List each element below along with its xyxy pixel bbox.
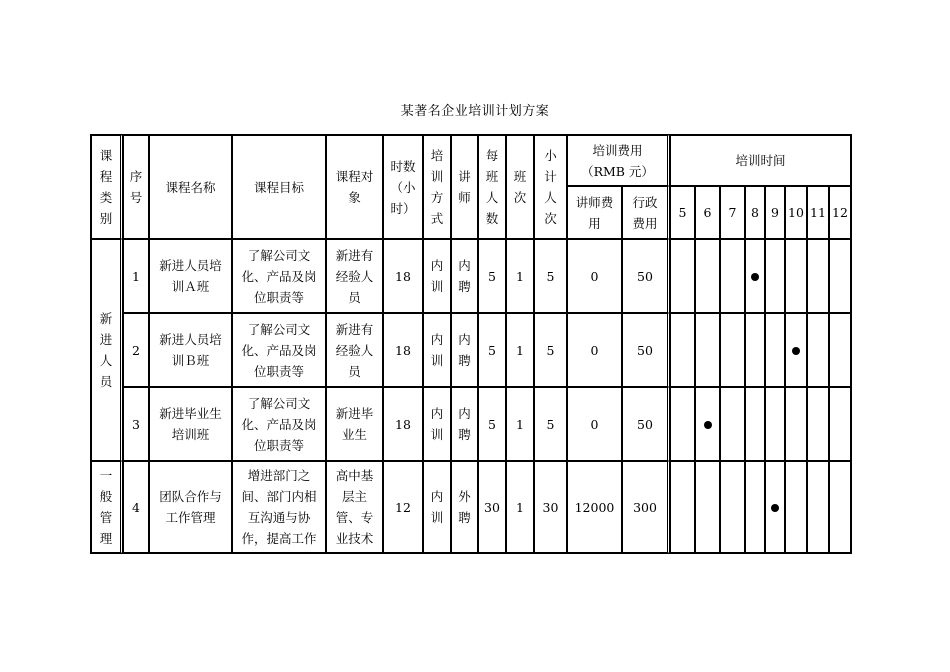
header-month: 9 [765, 186, 785, 239]
course-goal-cell: 了解公司文 化、产品及岗 位职责等 [232, 387, 326, 461]
header-month: 6 [695, 186, 720, 239]
month-cell-8 [745, 313, 765, 387]
total-cell: 5 [534, 387, 567, 461]
header-hours: 时数 （小 时） [383, 135, 423, 239]
cost-lecturer-cell: 12000 [567, 461, 622, 553]
month-cell-7 [720, 239, 745, 313]
table-row [91, 387, 851, 461]
header-cost: 培训费用 （RMB 元） [567, 135, 670, 186]
course-name-cell: 新进毕业生 培训班 [149, 387, 232, 461]
per-class-cell: 5 [478, 239, 506, 313]
category-cell: 新 进 人 员 [91, 239, 123, 461]
header-cost-admin: 行政 费用 [622, 186, 670, 239]
header-month: 11 [807, 186, 829, 239]
header-schedule: 培训时间 [670, 135, 851, 186]
audience-cell: 新进有 经验人 员 [326, 313, 383, 387]
method-cell: 内 训 [423, 461, 451, 553]
seq-cell: 4 [123, 461, 149, 553]
hours-cell: 18 [383, 239, 423, 313]
table-row [91, 239, 851, 313]
month-cell-5 [670, 461, 695, 553]
course-goal-cell: 了解公司文 化、产品及岗 位职责等 [232, 313, 326, 387]
month-cell-5 [670, 387, 695, 461]
audience-cell: 新进有 经验人 员 [326, 239, 383, 313]
header-per-class: 每 班 人 数 [478, 135, 506, 239]
month-cell-10 [785, 239, 807, 313]
per-class-cell: 30 [478, 461, 506, 553]
month-cell-10 [785, 313, 807, 387]
seq-cell: 3 [123, 387, 149, 461]
classes-cell: 1 [506, 239, 534, 313]
table-row [91, 313, 851, 387]
header-lecturer: 讲 师 [451, 135, 478, 239]
hours-cell: 18 [383, 387, 423, 461]
total-cell: 30 [534, 461, 567, 553]
document-title: 某著名企业培训计划方案 [400, 104, 550, 119]
header-total: 小 计 人 次 [534, 135, 567, 239]
category-cell: 一 般 管 理 [91, 461, 123, 553]
month-cell-5 [670, 313, 695, 387]
classes-cell: 1 [506, 313, 534, 387]
cost-lecturer-cell: 0 [567, 387, 622, 461]
schedule-dot [771, 504, 779, 512]
cost-admin-cell: 50 [622, 239, 670, 313]
month-cell-9 [765, 387, 785, 461]
month-cell-7 [720, 387, 745, 461]
month-cell-12 [829, 313, 851, 387]
method-cell: 内 训 [423, 313, 451, 387]
month-cell-5 [670, 239, 695, 313]
month-cell-11 [807, 387, 829, 461]
month-cell-9 [765, 239, 785, 313]
total-cell: 5 [534, 313, 567, 387]
month-cell-10 [785, 387, 807, 461]
method-cell: 内 训 [423, 239, 451, 313]
seq-cell: 1 [123, 239, 149, 313]
header-audience: 课程对 象 [326, 135, 383, 239]
month-cell-9 [765, 461, 785, 553]
cost-admin-cell: 300 [622, 461, 670, 553]
header-month: 5 [670, 186, 695, 239]
audience-cell-text: 高中基 层主 管、专 业技术 [335, 468, 374, 546]
classes-cell: 1 [506, 387, 534, 461]
header-month: 10 [785, 186, 807, 239]
month-cell-10 [785, 461, 807, 553]
hours-cell: 18 [383, 313, 423, 387]
cost-admin-cell: 50 [622, 387, 670, 461]
month-cell-11 [807, 313, 829, 387]
month-cell-8 [745, 461, 765, 553]
header-seq: 序 号 [123, 135, 149, 239]
lecturer-cell: 内 聘 [451, 239, 478, 313]
cost-lecturer-cell: 0 [567, 313, 622, 387]
header-course-name: 课程名称 [149, 135, 232, 239]
header-course-goal: 课程目标 [232, 135, 326, 239]
month-cell-8 [745, 239, 765, 313]
course-goal-cell [232, 461, 326, 553]
cost-admin-cell: 50 [622, 313, 670, 387]
header-cost-lecturer: 讲师费 用 [567, 186, 622, 239]
month-cell-7 [720, 313, 745, 387]
header-month: 7 [720, 186, 745, 239]
month-cell-6 [695, 461, 720, 553]
method-cell: 内 训 [423, 387, 451, 461]
header-month: 8 [745, 186, 765, 239]
month-cell-12 [829, 387, 851, 461]
per-class-cell: 5 [478, 313, 506, 387]
month-cell-8 [745, 387, 765, 461]
month-cell-11 [807, 239, 829, 313]
month-cell-6 [695, 239, 720, 313]
month-cell-6 [695, 387, 720, 461]
course-goal-cell: 了解公司文 化、产品及岗 位职责等 [232, 239, 326, 313]
cost-lecturer-cell: 0 [567, 239, 622, 313]
table-row [91, 461, 851, 553]
month-cell-9 [765, 313, 785, 387]
schedule-dot [792, 347, 800, 355]
schedule-dot [704, 421, 712, 429]
header-classes: 班 次 [506, 135, 534, 239]
header-month: 12 [829, 186, 851, 239]
per-class-cell: 5 [478, 387, 506, 461]
course-name-cell: 团队合作与 工作管理 [149, 461, 232, 553]
seq-cell: 2 [123, 313, 149, 387]
month-cell-7 [720, 461, 745, 553]
month-cell-12 [829, 461, 851, 553]
course-goal-cell-text: 增进部门之 间、部门内相 互沟通与协 作，提高工作 [241, 468, 317, 546]
hours-cell: 12 [383, 461, 423, 553]
training-plan-table [90, 134, 852, 554]
classes-cell: 1 [506, 461, 534, 553]
audience-cell: 新进毕 业生 [326, 387, 383, 461]
header-category: 课 程 类 别 [91, 135, 123, 239]
lecturer-cell: 外 聘 [451, 461, 478, 553]
month-cell-12 [829, 239, 851, 313]
course-name-cell: 新进人员培 训Ａ班 [149, 239, 232, 313]
course-name-cell: 新进人员培 训Ｂ班 [149, 313, 232, 387]
lecturer-cell: 内 聘 [451, 387, 478, 461]
audience-cell [326, 461, 383, 553]
header-method: 培 训 方 式 [423, 135, 451, 239]
schedule-dot [751, 273, 759, 281]
month-cell-11 [807, 461, 829, 553]
month-cell-6 [695, 313, 720, 387]
total-cell: 5 [534, 239, 567, 313]
lecturer-cell: 内 聘 [451, 313, 478, 387]
